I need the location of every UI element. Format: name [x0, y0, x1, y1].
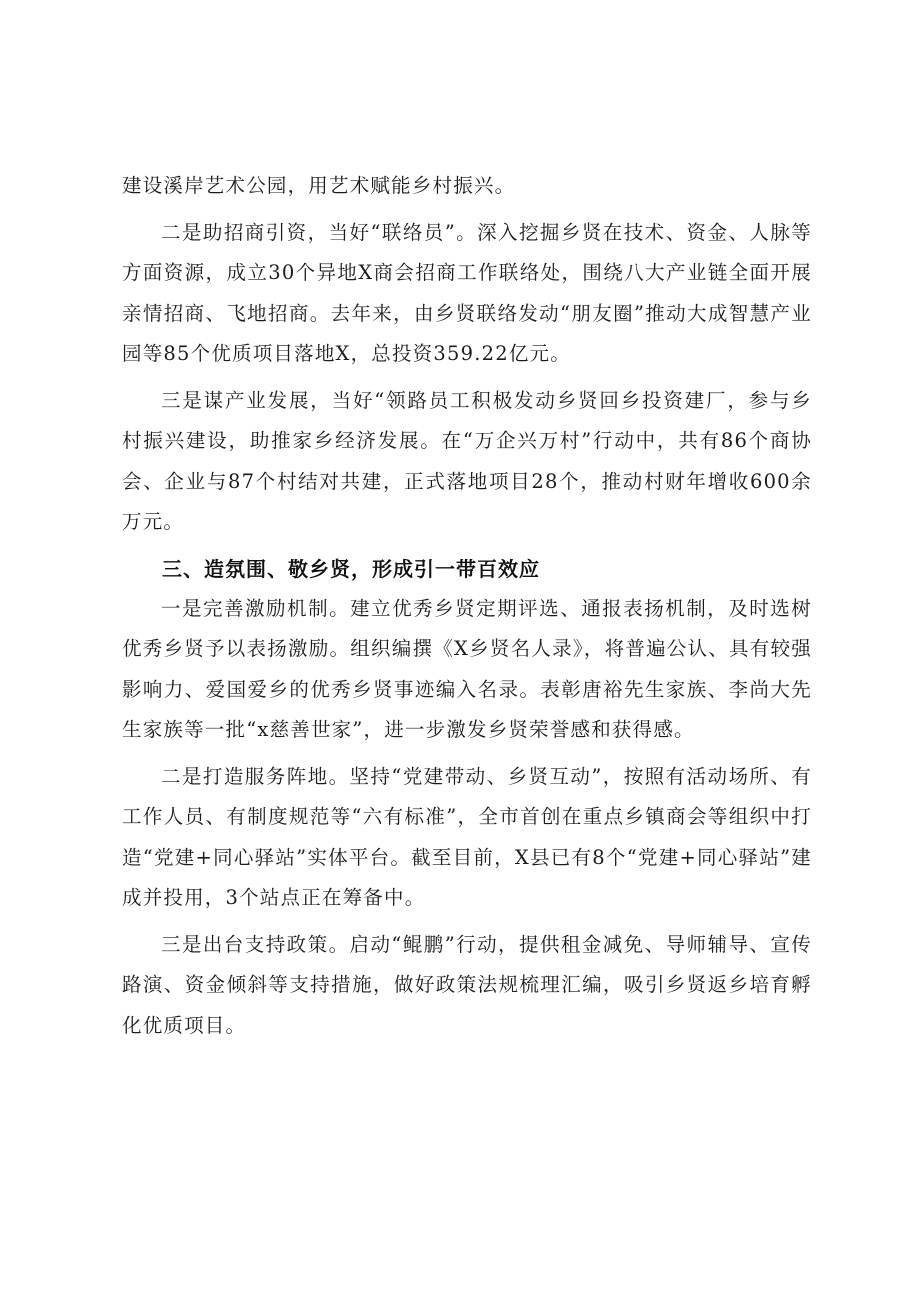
paragraph-policy: 三是出台支持政策。启动“鲲鹏”行动，提供租金减免、导师辅导、宣传路演、资金倾斜等支持措施，做好政策法规梳理汇编，吸引乡贤返乡培育孵化优质项目。 — [122, 932, 812, 1037]
paragraph-incentive: 一是完善激励机制。建立优秀乡贤定期评选、通报表扬机制，及时选树优秀乡贤予以表扬激励。组织编撰《X乡贤名人录》，将普遍公认、具有较强影响力、爱国爱乡的优秀乡贤事迹编入名录。表彰唐裕先生家族、李尚大先生家族等一批“x慈善世家”，进一步激发乡贤荣誉感和获得感。 — [122, 596, 812, 741]
paragraph-continuation: 建设溪岸艺术公园，用艺术赋能乡村振兴。 — [122, 174, 516, 197]
paragraph-investment: 二是助招商引资，当好“联络员”。深入挖掘乡贤在技术、资金、人脉等方面资源，成立30个异地X商会招商工作联络处，围绕八大产业链全面开展亲情招商、飞地招商。去年来，由乡贤联络发动“朋友圈”推动大成智慧产业园等85个优质项目落地X，总投资359.22亿元。 — [122, 220, 812, 365]
document-body — [122, 166, 812, 1046]
section-heading: 三、造氛围、敬乡贤，形成引一带百效应 — [162, 556, 540, 581]
paragraph-service: 二是打造服务阵地。坚持“党建带动、乡贤互动”，按照有活动场所、有工作人员、有制度规范等“六有标准”，全市首创在重点乡镇商会等组织中打造“党建+同心驿站”实体平台。截至目前，X县已有8个“党建+同心驿站”建成并投用，3个站点正在筹备中。 — [122, 764, 812, 909]
paragraph-industry: 三是谋产业发展，当好“领路员工积极发动乡贤回乡投资建厂，参与乡村振兴建设，助推家乡经济发展。在“万企兴万村”行动中，共有86个商协会、企业与87个村结对共建，正式落地项目28个，推动村财年增收600余万元。 — [122, 388, 812, 533]
